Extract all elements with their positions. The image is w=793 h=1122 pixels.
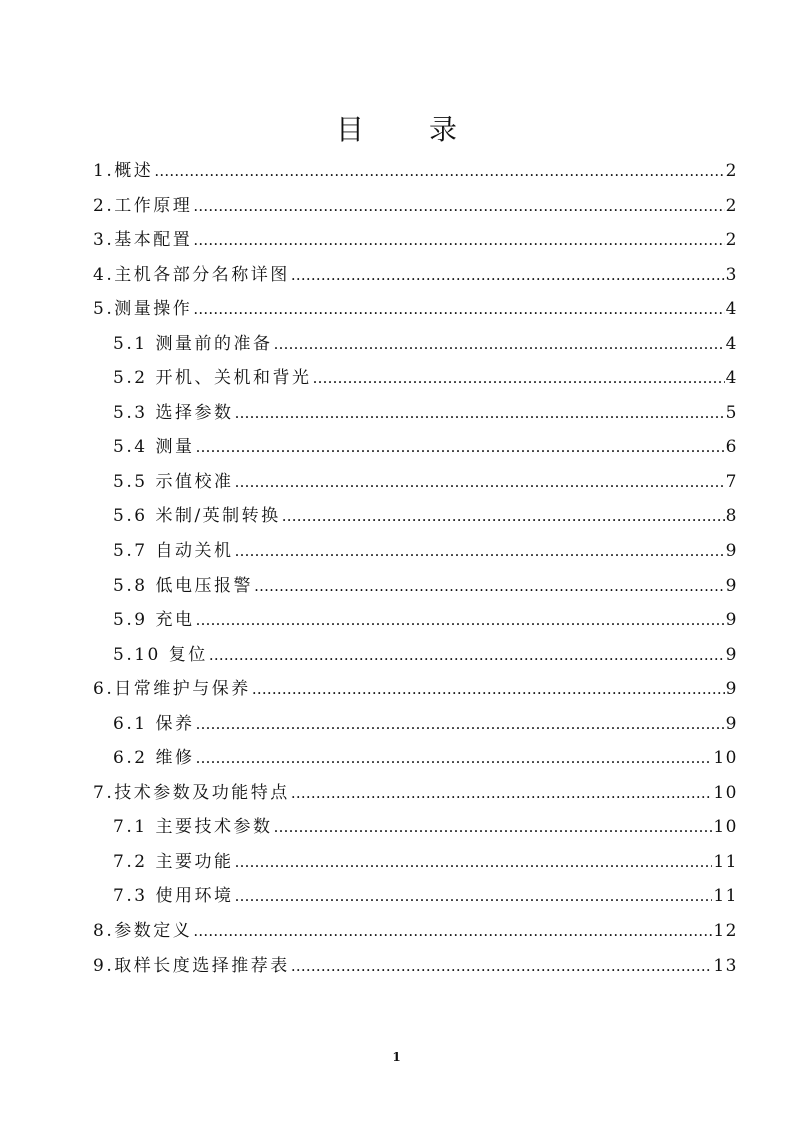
toc-entry-label: 7.3 使用环境 [113,886,234,907]
toc-dot-leader [193,914,712,949]
toc-entry-page-number: 4 [725,368,738,389]
toc-entry-page-number: 9 [725,679,738,700]
toc-entry[interactable] [93,430,738,465]
toc-entry-label: 2.工作原理 [93,195,193,216]
toc-entry[interactable] [93,810,738,845]
toc-dot-leader [195,603,724,638]
toc-entry-page-number: 9 [725,644,738,665]
toc-entry-label: 3.基本配置 [93,230,193,251]
toc-entry[interactable] [93,292,738,327]
toc-title: 目 录 [336,113,485,146]
toc-dot-leader [234,845,712,880]
toc-entry[interactable] [93,327,738,362]
toc-entry-page-number: 7 [725,471,738,492]
toc-entry[interactable] [93,603,738,638]
toc-entry-page-number: 4 [725,333,738,354]
toc-entry-label: 6.1 保养 [113,713,195,734]
toc-entry-label: 6.日常维护与保养 [93,679,251,700]
toc-entry-page-number: 2 [725,161,738,181]
toc-entry[interactable] [93,949,738,984]
toc-entry-page-number: 9 [725,713,738,734]
toc-dot-leader [312,361,724,396]
toc-entry[interactable] [93,638,738,673]
toc-entry[interactable] [93,223,738,258]
toc-entry[interactable] [93,258,738,293]
toc-entry[interactable] [93,534,738,569]
toc-dot-leader [291,776,713,811]
table-of-contents [93,154,738,983]
toc-dot-leader [234,465,724,500]
toc-dot-leader [195,741,712,776]
toc-entry-page-number: 9 [725,541,738,562]
toc-entry-label: 5.7 自动关机 [113,541,234,562]
toc-dot-leader [234,534,724,569]
toc-entry-label: 7.技术参数及功能特点 [93,782,290,803]
toc-dot-leader [209,638,725,673]
toc-entry[interactable] [93,465,738,500]
toc-dot-leader [234,879,712,914]
toc-entry-page-number: 11 [713,851,738,872]
toc-dot-leader [193,292,724,327]
toc-dot-leader [234,396,724,431]
toc-entry[interactable] [93,396,738,431]
toc-entry-label: 5.4 测量 [113,437,195,458]
toc-entry-page-number: 11 [713,886,738,907]
toc-entry-page-number: 2 [725,195,738,216]
toc-entry-page-number: 3 [725,264,738,285]
toc-entry-label: 7.2 主要功能 [113,851,234,872]
toc-entry-page-number: 5 [725,402,738,423]
toc-dot-leader [282,499,725,534]
toc-entry-page-number: 9 [725,575,738,596]
toc-dot-leader [273,810,712,845]
toc-dot-leader [193,223,724,258]
toc-entry-page-number: 6 [725,437,738,458]
toc-entry[interactable] [93,845,738,880]
toc-entry[interactable] [93,672,738,707]
toc-entry-label: 5.2 开机、关机和背光 [113,368,312,389]
toc-entry-label: 5.6 米制/英制转换 [113,506,281,527]
toc-entry-label: 5.8 低电压报警 [113,575,253,596]
toc-entry[interactable] [93,741,738,776]
toc-entry-label: 7.1 主要技术参数 [113,817,273,838]
toc-entry[interactable] [93,499,738,534]
toc-dot-leader [291,258,725,293]
toc-entry-label: 9.取样长度选择推荐表 [93,955,290,976]
toc-entry-label: 5.测量操作 [93,299,193,320]
toc-entry[interactable] [93,361,738,396]
toc-dot-leader [193,189,724,224]
toc-entry-page-number: 8 [725,506,738,527]
toc-dot-leader [252,672,725,707]
toc-entry-page-number: 10 [713,817,738,838]
toc-dot-leader [195,707,724,742]
toc-entry-label: 5.1 测量前的准备 [113,333,273,354]
toc-entry[interactable] [93,569,738,604]
toc-entry-page-number: 10 [713,748,738,769]
toc-dot-leader [291,949,713,984]
toc-dot-leader [154,154,724,189]
toc-entry-page-number: 4 [725,299,738,320]
toc-entry-page-number: 12 [713,921,738,942]
toc-entry[interactable] [93,776,738,811]
toc-entry[interactable] [93,154,738,189]
toc-dot-leader [273,327,724,362]
toc-entry[interactable] [93,879,738,914]
toc-dot-leader [254,569,725,604]
page-number: 1 [392,1050,401,1064]
toc-entry[interactable] [93,707,738,742]
toc-entry-page-number: 10 [713,782,738,803]
toc-entry-label: 5.9 充电 [113,610,195,631]
toc-entry-label: 5.10 复位 [113,644,208,665]
toc-entry-label: 8.参数定义 [93,921,193,942]
toc-entry-label: 4.主机各部分名称详图 [93,264,290,285]
toc-entry-label: 5.3 选择参数 [113,402,234,423]
toc-entry[interactable] [93,914,738,949]
toc-entry-label: 1.概述 [93,161,154,181]
toc-entry-label: 5.5 示值校准 [113,471,234,492]
toc-entry-page-number: 9 [725,610,738,631]
toc-entry[interactable] [93,189,738,224]
toc-entry-label: 6.2 维修 [113,748,195,769]
toc-dot-leader [195,430,724,465]
toc-entry-page-number: 2 [725,230,738,251]
toc-entry-page-number: 13 [713,955,738,976]
